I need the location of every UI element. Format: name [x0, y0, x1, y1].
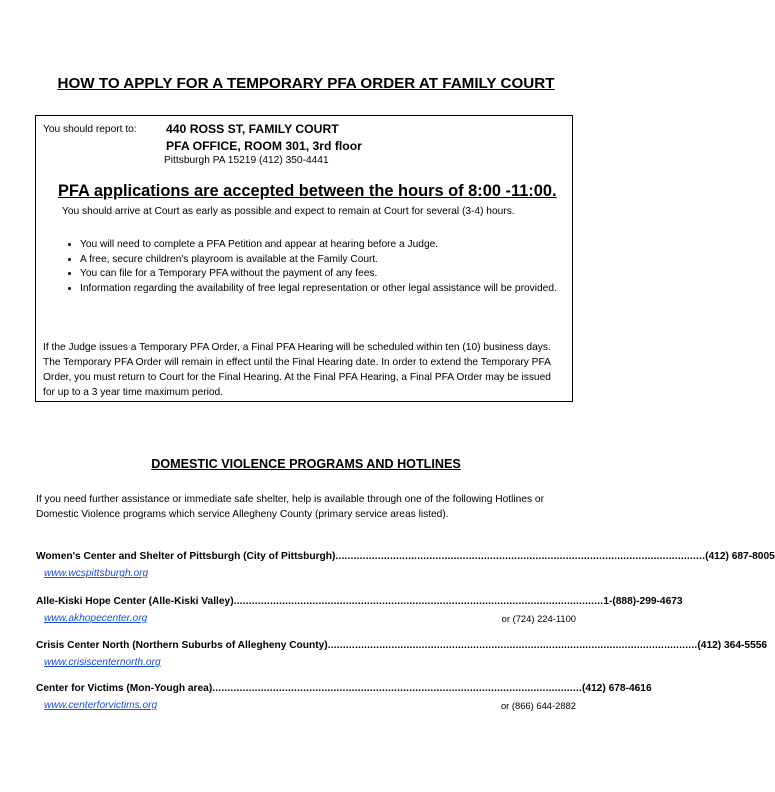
program-phone: (412) 678-4616 [581, 683, 652, 694]
program-alt-phone: or (866) 644-2882 [500, 700, 576, 711]
program-website-link[interactable]: www.wcspittsburgh.org [44, 568, 149, 579]
list-item: • A free, secure children's playroom is available at the Family Court. [80, 253, 580, 268]
program-phone: (412) 364-5556 [697, 640, 768, 651]
list-item: • You will need to complete a PFA Petition and appear at hearing before a Judge. [80, 238, 580, 253]
final-hearing-paragraph: If the Judge issues a Temporary PFA Order, a Final PFA Hearing will be scheduled within ten (10) business days. The Temporary PFA Order will remain in effect until the Final Hearing date. In order to extend the Temporary PFA Order, you must return to Court for the Final Hearing. At the Final PFA Hearing, a Final PFA Order may be issued for up to a 3 year time maximum period. [43, 342, 551, 398]
program-website-link[interactable]: www.centerforvictims.org [44, 700, 158, 711]
requirements-list [58, 238, 580, 296]
program-name: Alle-Kiski Hope Center (Alle-Kiski Valley) [36, 596, 234, 607]
address-line-3: Pittsburgh PA 15219 (412) 350-4441 [164, 155, 329, 166]
hours-note: You should arrive at Court as early as possible and expect to remain at Court for several (3-4) hours. [62, 206, 515, 217]
program-name: Center for Victims (Mon-Yough area) [36, 683, 213, 694]
dot-leader: .......................................................................................................................... [327, 640, 698, 651]
program-website-link[interactable]: www.akhopecenter.org [44, 613, 148, 624]
intro-paragraph: If you need further assistance or immediate safe shelter, help is available through one of the following Hotlines or Domestic Violence programs which service Allegheny County (primary service areas listed). [36, 494, 544, 520]
program-entry [36, 683, 652, 713]
program-name: Women's Center and Shelter of Pittsburgh (City of Pittsburgh) [36, 551, 336, 562]
program-website-link[interactable]: www.crisiscenternorth.org [44, 657, 161, 668]
address-line-1: 440 ROSS ST, FAMILY COURT [166, 122, 339, 136]
section-title: DOMESTIC VIOLENCE PROGRAMS AND HOTLINES [151, 457, 461, 471]
program-alt-phone: or (724) 224-1100 [501, 613, 576, 624]
list-item: • You can file for a Temporary PFA without the payment of any fees. [80, 267, 580, 282]
dot-leader: .......................................................................................................................... [233, 596, 604, 607]
program-phone: (412) 687-8005 [705, 551, 775, 562]
program-phone: 1-(888)-299-4673 [603, 596, 683, 607]
hours-heading: PFA applications are accepted between the hours of 8:00 -11:00. [58, 182, 557, 200]
dot-leader: .......................................................................................................................... [335, 551, 706, 562]
dot-leader: .......................................................................................................................... [212, 683, 582, 694]
page-title: HOW TO APPLY FOR A TEMPORARY PFA ORDER AT FAMILY COURT [57, 75, 555, 92]
address-line-2: PFA OFFICE, ROOM 301, 3rd floor [166, 139, 362, 153]
program-entry [36, 551, 775, 581]
list-item: • Information regarding the availability of free legal representation or other legal assistance will be provided. [80, 282, 580, 297]
program-entry [36, 596, 683, 626]
report-label: You should report to: [43, 124, 137, 135]
program-entry [36, 640, 768, 670]
program-name: Crisis Center North (Northern Suburbs of Allegheny County) [36, 640, 328, 651]
